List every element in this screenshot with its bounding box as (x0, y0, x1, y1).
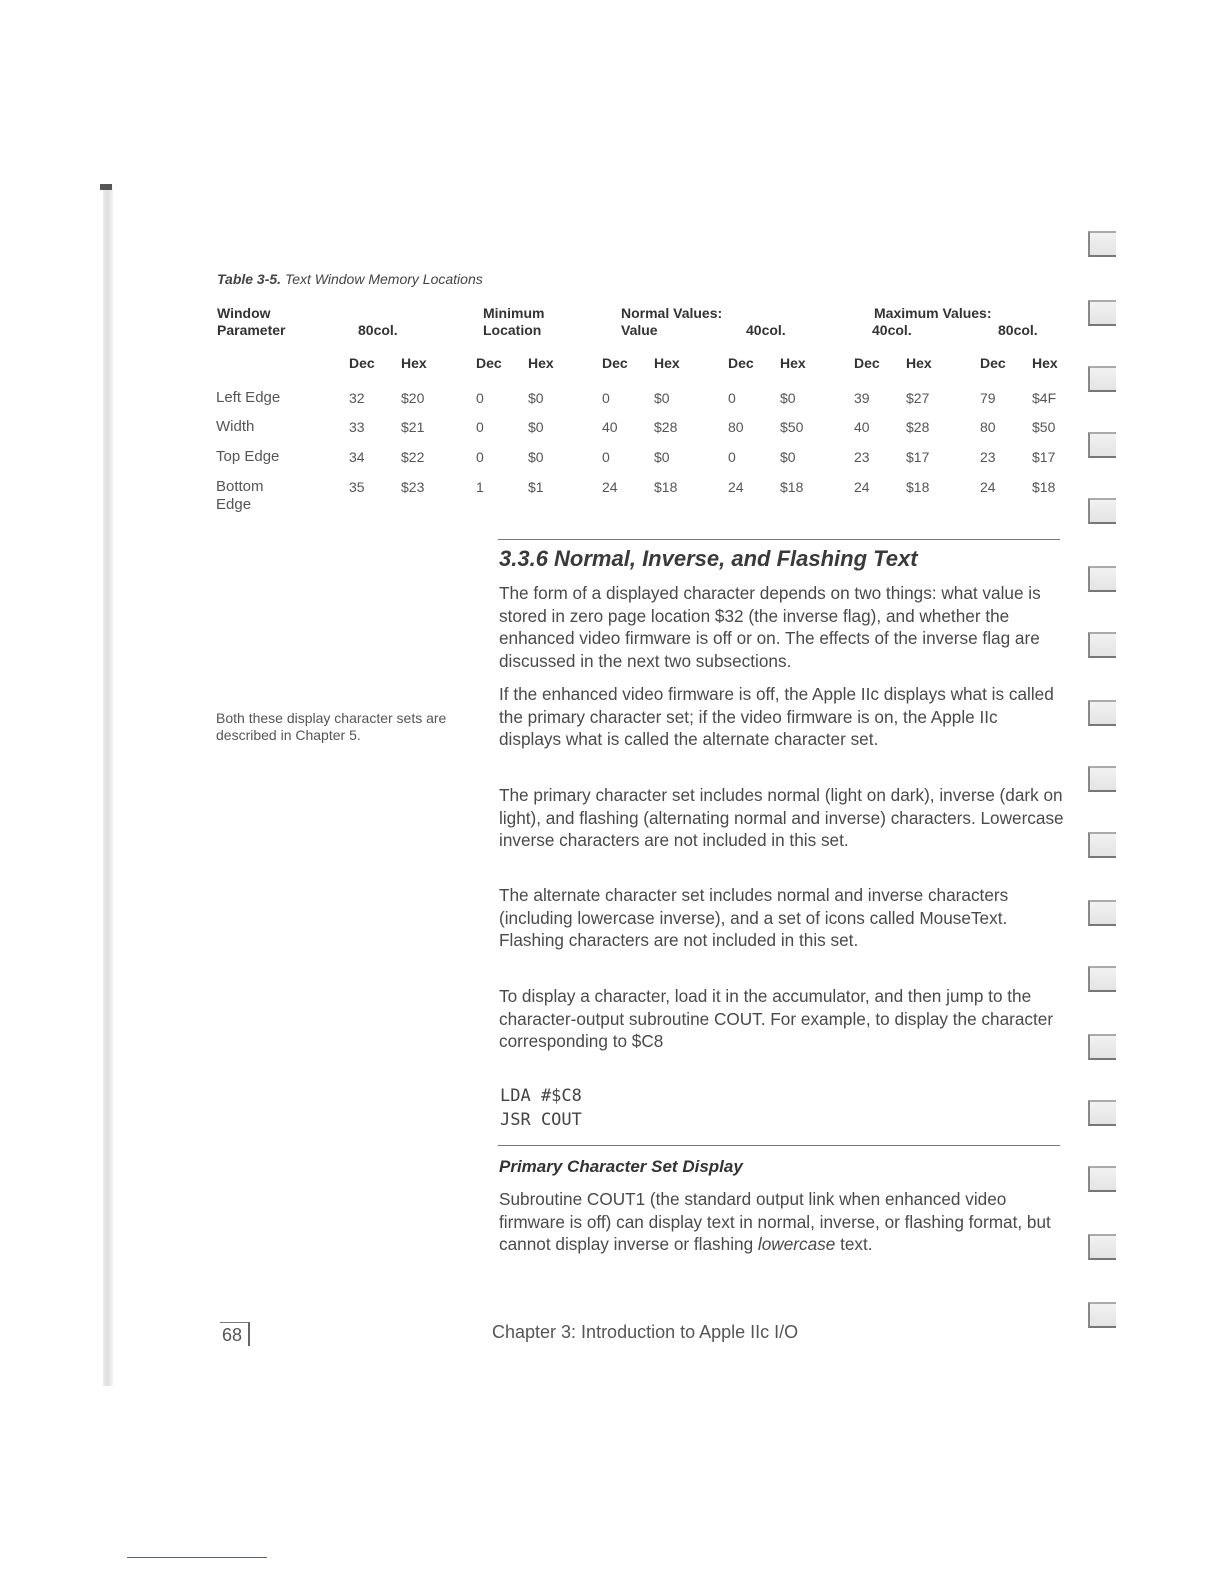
table-cell: 24 (854, 479, 870, 495)
table-cell: 80 (980, 419, 996, 435)
row-label: Left Edge (216, 389, 281, 406)
subheader-hex: Hex (528, 355, 554, 371)
subheader-dec: Dec (602, 355, 628, 371)
subheader-hex: Hex (1032, 355, 1058, 371)
table-cell: $18 (780, 479, 804, 495)
header-window-parameter (217, 305, 286, 339)
index-tab (1088, 632, 1116, 658)
table-cell: 40 (602, 419, 618, 435)
table-cell: 1 (476, 479, 484, 495)
table-cell: 35 (349, 479, 365, 495)
header-max-40col: 40col. (872, 322, 912, 338)
paragraph: The alternate character set includes normal and inverse characters (including lowercase inverse), and a set of icons called MouseText. Flashing characters are not included in this set. (499, 885, 1009, 950)
subsection-paragraph (499, 1188, 1064, 1256)
table-cell: $1 (528, 479, 544, 495)
running-title: Chapter 3: Introduction to Apple IIc I/O (492, 1322, 799, 1342)
table-cell: 33 (349, 419, 365, 435)
paragraph: The form of a displayed character depends on two things: what value is stored in zero page location $32 (the inverse flag), and whether the enhanced video firmware is off or on. The effects of the inverse flag are discussed in the next two subsections. (499, 583, 1041, 671)
row-label: Width (216, 418, 255, 435)
table-cell: $22 (401, 449, 425, 465)
table-cell: 32 (349, 390, 365, 406)
header-max-80col: 80col. (998, 322, 1038, 338)
table-cell: 24 (728, 479, 744, 495)
table-cell: 23 (854, 449, 870, 465)
subheader-hex: Hex (401, 355, 427, 371)
table-cell: $0 (528, 390, 544, 406)
code-line: LDA #$C8 (500, 1086, 582, 1106)
row-label (216, 478, 306, 514)
section-rule (498, 539, 1060, 540)
subheader-dec: Dec (854, 355, 880, 371)
subsection-emphasis: lowercase (757, 1234, 836, 1254)
subsection-rule (498, 1145, 1060, 1146)
table-cell: $17 (906, 449, 930, 465)
table-cell: 0 (602, 449, 610, 465)
table-cell: 0 (476, 419, 484, 435)
table-cell: $18 (1032, 479, 1056, 495)
page-spine-shadow (103, 186, 113, 1386)
table-cell: 34 (349, 449, 365, 465)
subheader-hex: Hex (780, 355, 806, 371)
subsection-text: Subroutine COUT1 (the standard output link when enhanced video firmware is off) can display text in normal, inverse, or flashing format, but cannot display inverse or flashing (499, 1189, 1051, 1254)
table-cell: $23 (401, 479, 425, 495)
table-caption (217, 271, 483, 287)
paragraph: To display a character, load it in the accumulator, and then jump to the character-output subroutine COUT. For example, to display the character corresponding to $C8 (499, 986, 1054, 1051)
margin-note: Both these display character sets are described in Chapter 5. (216, 710, 447, 743)
subsection-text-end: text. (835, 1234, 873, 1254)
index-tab (1088, 1034, 1116, 1060)
index-tab (1088, 231, 1116, 257)
subheader-dec: Dec (980, 355, 1006, 371)
table-cell: $18 (654, 479, 678, 495)
header-value: Value (621, 322, 658, 338)
subheader-dec: Dec (728, 355, 754, 371)
table-cell: 80 (728, 419, 744, 435)
bottom-rule (127, 1557, 267, 1558)
index-tab (1088, 432, 1116, 458)
table-cell: 0 (476, 390, 484, 406)
table-cell: $27 (906, 390, 930, 406)
paragraph: The primary character set includes normal (light on dark), inverse (dark on light), and flashing (alternating normal and inverse) characters. Lowercase inverse characters are not included in this set. (499, 785, 1064, 850)
table-cell: 0 (476, 449, 484, 465)
index-tab (1088, 566, 1116, 592)
index-tab (1088, 1166, 1116, 1192)
header-normal-values (621, 305, 722, 339)
index-tab (1088, 1302, 1116, 1328)
table-cell: $20 (401, 390, 425, 406)
table-cell: 24 (980, 479, 996, 495)
subheader-hex: Hex (654, 355, 680, 371)
table-cell: $50 (780, 419, 804, 435)
page-number: 68 (220, 1322, 250, 1346)
index-tab (1088, 900, 1116, 926)
code-line: JSR COUT (500, 1110, 582, 1130)
table-cell: $0 (780, 390, 796, 406)
table-caption-label: Table 3-5. (217, 271, 282, 287)
table-cell: 0 (602, 390, 610, 406)
header-maximum-values: Maximum Values: (874, 305, 992, 321)
table-cell: $0 (528, 419, 544, 435)
row-label-line: Edge (216, 496, 252, 513)
index-tab (1088, 832, 1116, 858)
table-cell: $28 (906, 419, 930, 435)
subheader-dec: Dec (349, 355, 375, 371)
row-label: Top Edge (216, 448, 280, 465)
table-cell: 40 (854, 419, 870, 435)
subheader-hex: Hex (906, 355, 932, 371)
header-window: Window (217, 305, 271, 321)
row-label-line: Bottom (216, 478, 264, 495)
index-tab (1088, 766, 1116, 792)
index-tab (1088, 366, 1116, 392)
header-normal: Normal Values: (621, 305, 723, 321)
paragraph: If the enhanced video firmware is off, the Apple IIc displays what is called the primary character set; if the video firmware is on, the Apple IIc displays what is called the alternate character set. (499, 684, 1054, 749)
table-caption-title: Text Window Memory Locations (284, 271, 483, 287)
table-cell: $21 (401, 419, 425, 435)
header-parameter: Parameter (217, 322, 286, 338)
table-cell: 23 (980, 449, 996, 465)
header-normal-40col: 40col. (746, 322, 786, 338)
table-cell: 79 (980, 390, 996, 406)
table-cell: 0 (728, 449, 736, 465)
header-location: Location (483, 322, 542, 338)
table-cell: $17 (1032, 449, 1056, 465)
subheader-dec: Dec (476, 355, 502, 371)
index-tab (1088, 966, 1116, 992)
index-tab (1088, 498, 1116, 524)
table-cell: $4F (1032, 390, 1057, 406)
table-cell: $0 (654, 390, 670, 406)
spine-corner-mark (100, 184, 112, 190)
header-minimum: Minimum (483, 305, 545, 321)
header-80col: 80col. (358, 322, 398, 338)
index-tab (1088, 700, 1116, 726)
table-cell: $0 (528, 449, 544, 465)
table-cell: $18 (906, 479, 930, 495)
table-cell: 0 (728, 390, 736, 406)
index-tab (1088, 300, 1116, 326)
table-cell: 24 (602, 479, 618, 495)
table-cell: $0 (654, 449, 670, 465)
header-minimum-location (483, 305, 544, 339)
table-cell: $50 (1032, 419, 1056, 435)
subsection-heading: Primary Character Set Display (499, 1157, 743, 1176)
index-tab (1088, 1100, 1116, 1126)
index-tab (1088, 1234, 1116, 1260)
table-cell: 39 (854, 390, 870, 406)
table-cell: $28 (654, 419, 678, 435)
table-cell: $0 (780, 449, 796, 465)
section-heading: 3.3.6 Normal, Inverse, and Flashing Text (499, 546, 918, 571)
